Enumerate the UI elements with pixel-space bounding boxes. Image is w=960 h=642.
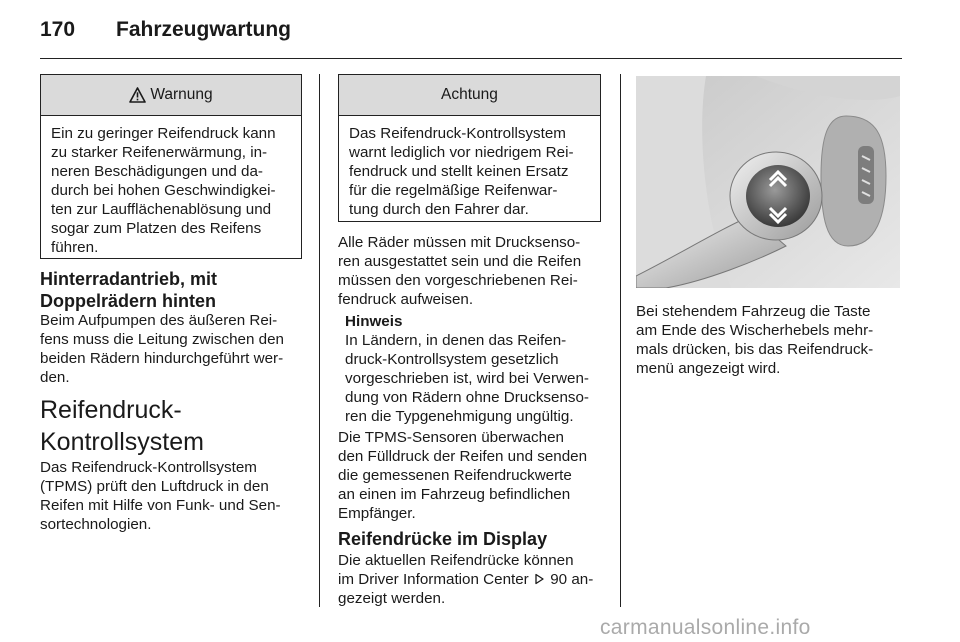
rear-drive-text <box>40 311 315 387</box>
tpms-heading <box>40 394 310 458</box>
text-line: Alle Räder müssen mit Drucksenso- <box>338 234 581 251</box>
text-line: (TPMS) prüft den Luftdruck in den <box>40 478 269 495</box>
text-line: menü angezeigt wird. <box>636 360 781 377</box>
page-reference: 90 an- <box>550 571 594 588</box>
text-line: Das Reifendruck-Kontrollsystem <box>349 125 566 142</box>
warning-title: Warnung <box>150 86 213 103</box>
text-line: Beim Aufpumpen des äußeren Rei- <box>40 312 278 329</box>
watermark: carmanualsonline.info <box>600 616 811 639</box>
text-line: Die TPMS-Sensoren überwachen <box>338 429 564 446</box>
text-line: die gemessenen Reifendruckwerte <box>338 467 572 484</box>
page-title: Fahrzeugwartung <box>116 18 292 41</box>
warning-box <box>40 74 302 259</box>
text-line: zu starker Reifenerwärmung, in- <box>51 144 268 161</box>
text-line: Bei stehendem Fahrzeug die Taste <box>636 303 871 320</box>
page-reference-arrow-icon <box>534 573 545 585</box>
text-line: warnt lediglich vor niedrigem Rei- <box>349 144 574 161</box>
tpms-text <box>40 458 315 534</box>
tpms-sensors-text <box>338 428 618 523</box>
heading-line: Kontrollsystem <box>40 428 204 456</box>
text-line: tung durch den Fahrer dar. <box>349 201 529 218</box>
illustration-caption <box>636 302 906 378</box>
heading-line: Hinterradantrieb, mit <box>40 269 218 289</box>
heading-line: Reifendruck- <box>40 396 182 424</box>
text-line: an einen im Fahrzeug befindlichen <box>338 486 571 503</box>
text-line: den Fülldruck der Reifen und senden <box>338 448 588 465</box>
text-line: druck-Kontrollsystem gesetzlich <box>345 351 559 368</box>
text-line: am Ende des Wischerhebels mehr- <box>636 322 874 339</box>
text-line: Reifen mit Hilfe von Funk- und Sen- <box>40 497 281 514</box>
wiper-lever-drawing <box>636 76 900 288</box>
column-divider-left <box>319 74 320 607</box>
display-heading: Reifendrücke im Display <box>338 529 548 549</box>
text-line: fendruck aufweisen. <box>338 291 474 308</box>
text-line: vorgeschrieben ist, wird bei Verwen- <box>345 370 589 387</box>
column-divider-right <box>620 74 621 607</box>
caution-text <box>339 116 600 219</box>
text-line: mals drücken, bis das Reifendruck- <box>636 341 874 358</box>
heading-line: Doppelrädern hinten <box>40 291 217 311</box>
text-line: Das Reifendruck-Kontrollsystem <box>40 459 257 476</box>
warning-text <box>41 116 301 257</box>
note-block <box>345 312 620 426</box>
page-number: 170 <box>40 18 76 41</box>
text-line: Die aktuellen Reifendrücke können <box>338 552 574 569</box>
text-span: im Driver Information Center <box>338 571 529 588</box>
caution-box <box>338 74 601 222</box>
text-line: neren Beschädigungen und da- <box>51 163 263 180</box>
sensor-requirement-text <box>338 233 618 309</box>
text-line: den. <box>40 369 70 386</box>
text-line: sortechnologien. <box>40 516 152 533</box>
wiper-lever-illustration <box>636 76 900 288</box>
text-line: In Ländern, in denen das Reifen- <box>345 332 567 349</box>
text-line: fendruck und stellt keinen Ersatz <box>349 163 569 180</box>
header-rule <box>40 58 902 59</box>
text-line: müssen den vorgeschriebenen Rei- <box>338 272 578 289</box>
text-line: fens muss die Leitung zwischen den <box>40 331 284 348</box>
text-line: beiden Rädern hindurchgeführt wer- <box>40 350 284 367</box>
warning-triangle-icon <box>129 87 146 103</box>
text-line: ren ausgestattet sein und die Reifen <box>338 253 582 270</box>
display-text <box>338 551 618 608</box>
rear-drive-heading <box>40 268 310 312</box>
text-line: Empfänger. <box>338 505 416 522</box>
text-line: für die regelmäßige Reifenwar- <box>349 182 558 199</box>
caution-header <box>339 75 600 116</box>
text-line: durch bei hohen Geschwindigkei- <box>51 182 276 199</box>
text-line: sogar zum Platzen des Reifens <box>51 220 262 237</box>
text-line: Ein zu geringer Reifendruck kann <box>51 125 276 142</box>
text-line: ren die Typgenehmigung ungültig. <box>345 408 574 425</box>
text-line: führen. <box>51 239 99 256</box>
text-line: dung von Rädern ohne Drucksenso- <box>345 389 589 406</box>
note-title: Hinweis <box>345 313 403 330</box>
text-line <box>338 570 618 589</box>
text-line: gezeigt werden. <box>338 590 446 607</box>
text-line: ten zur Laufflächenablösung und <box>51 201 272 218</box>
caution-title: Achtung <box>441 86 498 103</box>
warning-header <box>41 75 301 116</box>
